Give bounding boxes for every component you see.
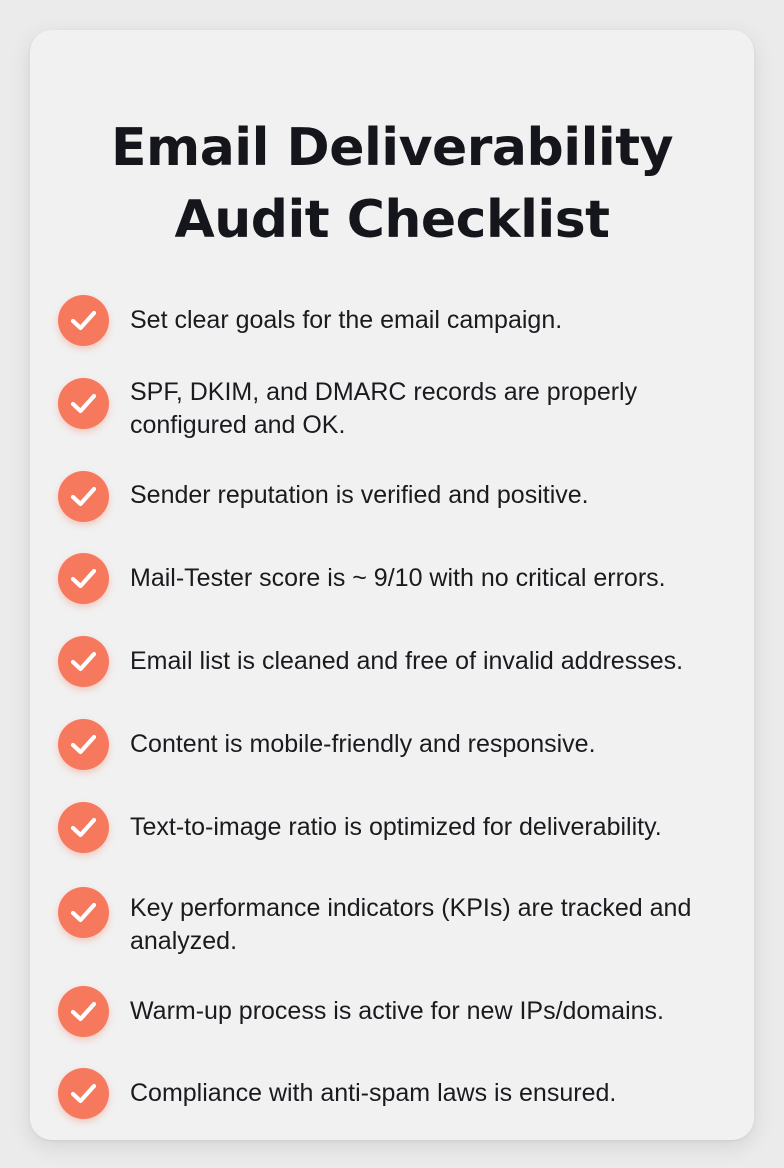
checklist-item bbox=[58, 811, 748, 881]
checklist-item bbox=[58, 479, 748, 549]
title-line-2: Audit Checklist bbox=[174, 190, 610, 250]
checklist-item bbox=[58, 304, 748, 374]
checklist-item bbox=[58, 645, 748, 715]
checkmark-icon bbox=[58, 553, 109, 604]
checkmark-icon bbox=[58, 636, 109, 687]
checklist-item bbox=[58, 892, 748, 962]
checkmark-icon bbox=[58, 1068, 109, 1119]
checklist-item bbox=[58, 1077, 748, 1147]
checkmark-icon bbox=[58, 378, 109, 429]
checklist-item-text: Mail-Tester score is ~ 9/10 with no critical errors. bbox=[130, 564, 666, 592]
checklist-item-text: Content is mobile-friendly and responsive. bbox=[130, 730, 596, 758]
checkmark-icon bbox=[58, 295, 109, 346]
checklist-item bbox=[58, 728, 748, 798]
checklist-item bbox=[58, 562, 748, 632]
checklist-item-text: SPF, DKIM, and DMARC records are properly configured and OK. bbox=[130, 378, 638, 439]
checkmark-icon bbox=[58, 986, 109, 1037]
page-title bbox=[0, 112, 784, 256]
checkmark-icon bbox=[58, 471, 109, 522]
checkmark-icon bbox=[58, 802, 109, 853]
checklist-item-text: Warm-up process is active for new IPs/domains. bbox=[130, 997, 664, 1025]
title-line-1: Email Deliverability bbox=[111, 118, 673, 178]
checklist-item-text: Text-to-image ratio is optimized for deliverability. bbox=[130, 813, 662, 841]
checklist-item-text: Compliance with anti-spam laws is ensured. bbox=[130, 1079, 617, 1107]
checklist-item bbox=[58, 376, 748, 446]
checkmark-icon bbox=[58, 887, 109, 938]
checklist-item-text: Key performance indicators (KPIs) are tracked and analyzed. bbox=[130, 894, 692, 955]
checklist-item-text: Sender reputation is verified and positive. bbox=[130, 481, 589, 509]
checklist-item-text: Set clear goals for the email campaign. bbox=[130, 306, 563, 334]
checklist-item-text: Email list is cleaned and free of invalid addresses. bbox=[130, 647, 684, 675]
checkmark-icon bbox=[58, 719, 109, 770]
checklist-item bbox=[58, 995, 748, 1065]
